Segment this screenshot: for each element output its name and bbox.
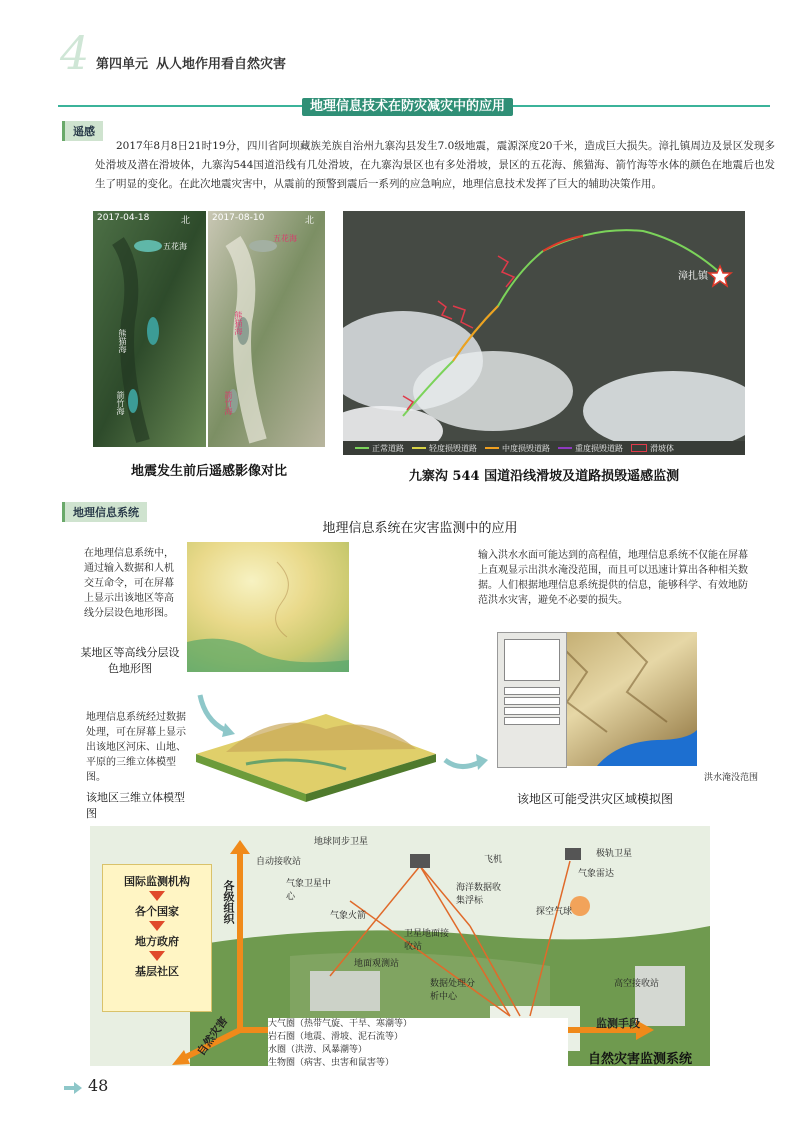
axis-organizations: 各级组织: [222, 880, 235, 924]
node-satellite-ground-station: 卫星地面接收站: [404, 929, 450, 952]
before-after-image: [93, 211, 325, 447]
date-before: 2017-04-18: [97, 213, 150, 223]
legend-medium-damage: 中度损毁道路: [485, 443, 550, 454]
node-auto-station: 自动接收站: [256, 857, 302, 867]
node-data-center: 数据处理分析中心: [430, 979, 476, 1002]
node-ground-observation: 地面观测站: [354, 959, 400, 969]
arrow-contour-to-3d: [180, 690, 240, 740]
3d-model-caption: 该地区三维立体模型图: [86, 791, 185, 820]
node-ocean-buoy: 海洋数据收集浮标: [456, 883, 502, 906]
gis-label: 地理信息系统: [62, 502, 147, 522]
road-monitoring-image: [343, 211, 745, 443]
lake-label: 箭竹海: [224, 391, 233, 415]
org-chain-box: [102, 864, 212, 1012]
node-polar-satellite: 极轨卫星: [596, 849, 633, 859]
unit-number: 4: [60, 26, 90, 80]
lake-label: 熊猫海: [118, 329, 127, 353]
page-number: 48: [88, 1076, 109, 1095]
gis-text-contour: 在地理信息系统中，通过输入数据和人机交互命令，可在屏幕上显示出该地区等高线分层设色地形图。: [84, 548, 174, 619]
unit-label: 第四单元: [96, 57, 149, 72]
node-high-altitude-station: 高空接收站: [614, 979, 660, 989]
gis-dialog-panel: [497, 632, 567, 768]
gis-title: 地理信息系统在灾害监测中的应用: [322, 521, 518, 536]
org-local-government: 地方政府: [135, 935, 179, 948]
node-weather-center: 气象卫星中心: [286, 879, 332, 902]
lake-label: 熊猫海: [234, 311, 243, 335]
town-label: 漳扎镇: [678, 271, 708, 282]
org-arrow: [149, 891, 165, 901]
node-sounding-balloon: 探空气球: [536, 907, 573, 917]
sphere-lithosphere: 岩石圈（地震、滑坡、泥石流等）: [268, 1032, 404, 1042]
flood-simulation-map: [497, 632, 697, 766]
legend-landslide: 滑坡体: [631, 443, 674, 454]
arrow-3d-to-flood: [440, 748, 490, 778]
axis-hazards: 自然灾害: [194, 1014, 231, 1059]
node-geo-satellite: 地球同步卫星: [314, 837, 369, 847]
axis-methods: 监测手段: [596, 1017, 640, 1030]
org-arrow: [149, 921, 165, 931]
lake-label: 箭竹海: [116, 391, 125, 415]
page-arrow-icon: [64, 1080, 84, 1096]
section-title: 地理信息技术在防灾减灾中的应用: [302, 98, 513, 116]
org-national: 各个国家: [135, 905, 179, 918]
contour-map: [187, 542, 349, 672]
unit-title: 从人地作用看自然灾害: [156, 57, 287, 72]
contour-map-caption: 某地区等高线分层设色地形图: [80, 646, 180, 675]
north-arrow-after: 北: [305, 216, 315, 226]
lake-label: 五花海: [273, 234, 297, 243]
org-international: 国际监测机构: [124, 875, 190, 888]
hazard-spheres: [268, 1018, 568, 1070]
sphere-atmosphere: 大气圈（热带气旋、干旱、寒潮等）: [268, 1019, 413, 1029]
sphere-biosphere: 生物圈（病害、虫害和鼠害等）: [268, 1058, 395, 1068]
sphere-hydrosphere: 水圈（洪涝、风暴潮等）: [268, 1045, 368, 1055]
flood-map-caption: 该地区可能受洪灾区域模拟图: [516, 792, 673, 806]
legend-normal-road: 正常道路: [355, 443, 404, 454]
node-airplane: 飞机: [484, 855, 503, 865]
remote-sensing-label: 遥感: [62, 121, 103, 141]
monitoring-caption: 自然灾害监测系统: [587, 1052, 692, 1067]
legend-severe-damage: 重度损毁道路: [558, 443, 623, 454]
legend-light-damage: 轻度损毁道路: [412, 443, 477, 454]
remote-sensing-paragraph: 2017年8月8日21时19分，四川省阿坝藏族羌族自治州九寨沟县发生7.0级地震，震源深度20千米，造成巨大损失。漳扎镇周边及景区发现多处滑坡及潜在滑坡体，九寨沟544国道沿线有几处滑坡，在九寨沟景区也有多处滑坡，景区的五花海、熊猫海、箭竹海等水体的颜色在地震后也发生了明显的变化。在此次地震灾害中，从震前的预警到震后一系列的应急响应，地理信息技术发挥了巨大的辅助决策作用。: [95, 140, 775, 190]
before-after-caption: 地震发生前后遥感影像对比: [130, 464, 287, 479]
road-monitoring-caption: 九寨沟 544 国道沿线滑坡及道路损毁遥感监测: [408, 469, 680, 484]
org-community: 基层社区: [135, 965, 179, 978]
org-arrow: [149, 951, 165, 961]
gis-text-flood: 输入洪水水面可能达到的高程值，地理信息系统不仅能在屏幕上直观显示出洪水淹没范围，而且可以迅速计算出各种相关数据。人们根据地理信息系统提供的信息，能够科学、有效地防范洪水灾害，避免不必要的损失。: [478, 550, 748, 606]
road-legend: [343, 441, 745, 455]
lake-label: 五花海: [163, 242, 187, 251]
date-after: 2017-08-10: [212, 213, 265, 223]
gis-text-3d: 地理信息系统经过数据处理，可在屏幕上显示出该地区河床、山地、平原的三维立体模型图。: [86, 712, 186, 783]
node-weather-radar: 气象雷达: [578, 869, 615, 879]
flood-range-label: 洪水淹没范围: [704, 773, 759, 783]
north-arrow-before: 北: [181, 216, 191, 226]
node-weather-rocket: 气象火箭: [330, 911, 367, 921]
